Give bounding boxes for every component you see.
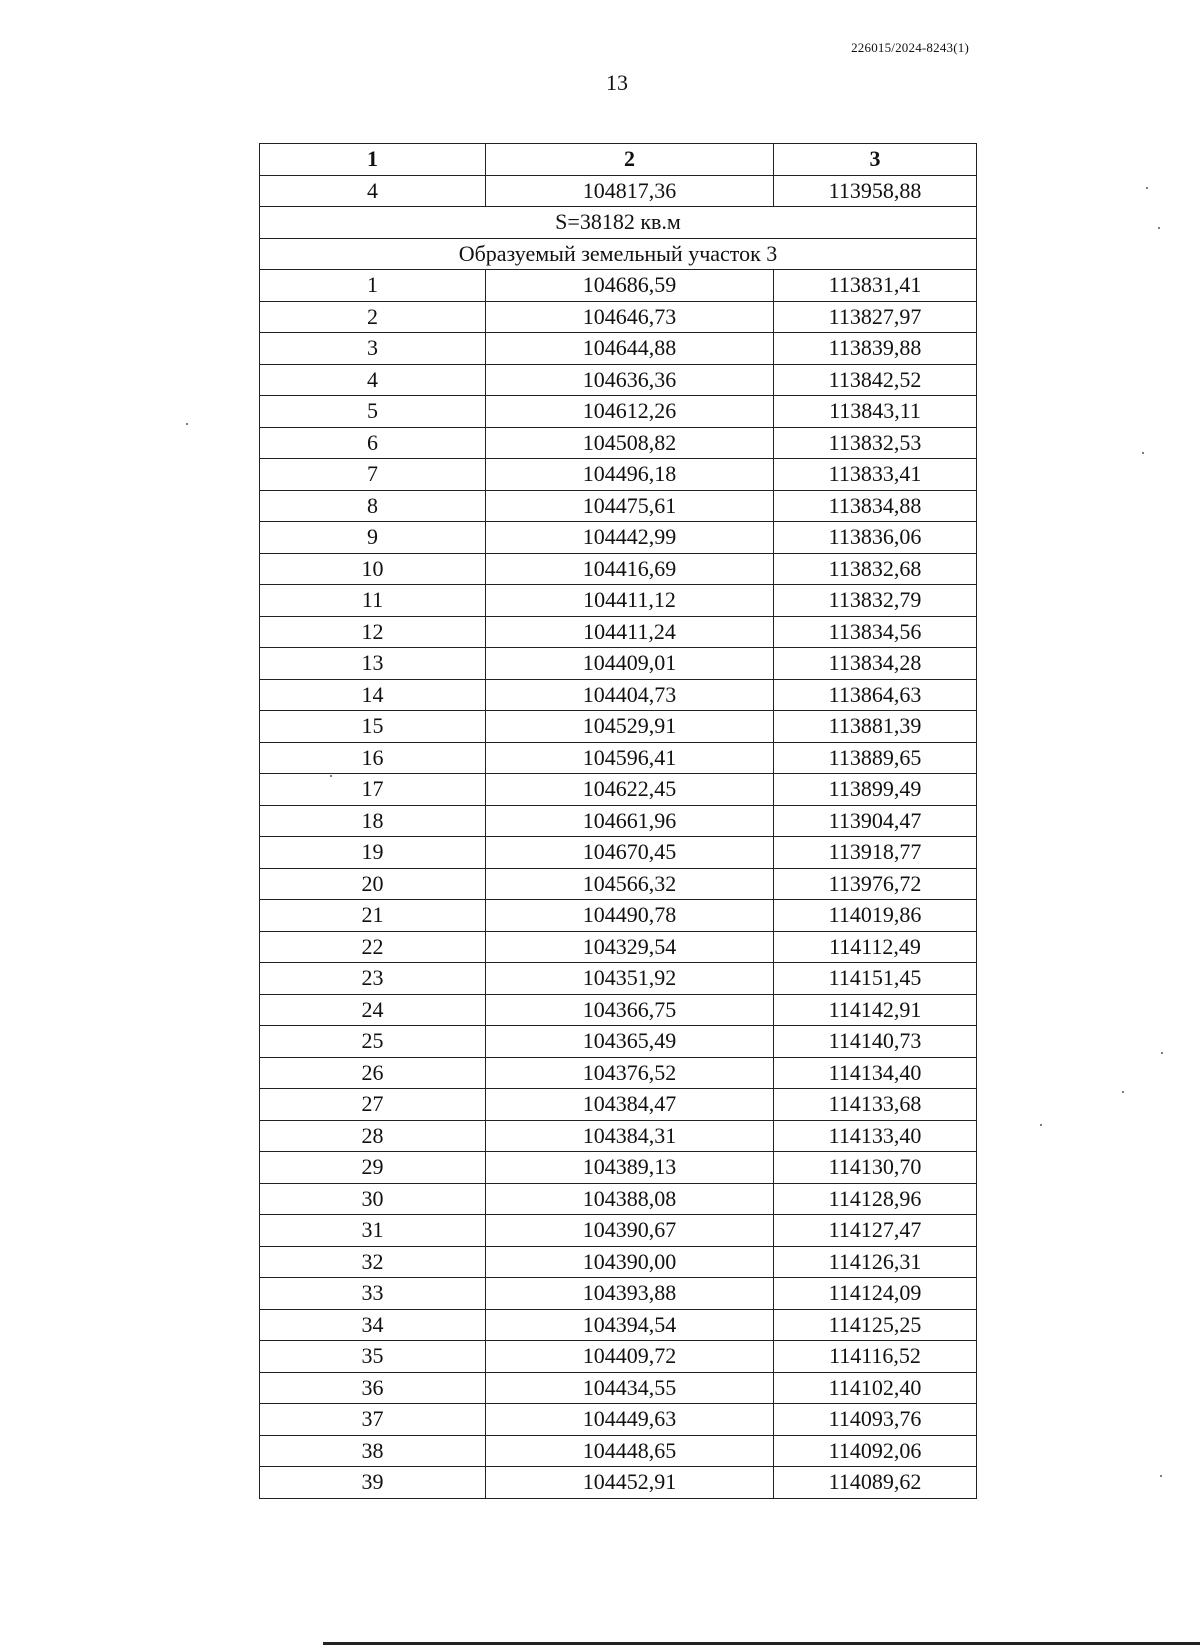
point-number: 14: [260, 679, 486, 711]
point-number: 38: [260, 1435, 486, 1467]
table-row: [260, 1057, 977, 1089]
scan-speck: [1122, 1091, 1124, 1093]
coordinate-y: 114133,68: [774, 1089, 977, 1121]
point-number: 11: [260, 585, 486, 617]
coordinate-x: 104390,67: [486, 1215, 774, 1247]
coordinate-x: 104529,91: [486, 711, 774, 743]
scan-speck: [1142, 452, 1144, 454]
point-number: 23: [260, 963, 486, 995]
coordinate-x: 104416,69: [486, 553, 774, 585]
point-number: 9: [260, 522, 486, 554]
coordinate-x: 104388,08: [486, 1183, 774, 1215]
scan-speck: [330, 775, 332, 777]
coordinate-x: 104411,24: [486, 616, 774, 648]
table-row: [260, 1089, 977, 1121]
coordinate-x: 104376,52: [486, 1057, 774, 1089]
point-number: 15: [260, 711, 486, 743]
coordinate-y: 113958,88: [774, 175, 977, 207]
table-row: [260, 1215, 977, 1247]
point-number: 1: [260, 270, 486, 302]
point-number: 19: [260, 837, 486, 869]
coordinate-x: 104384,47: [486, 1089, 774, 1121]
table-row: [260, 900, 977, 932]
point-number: 37: [260, 1404, 486, 1436]
coordinate-y: 114089,62: [774, 1467, 977, 1499]
coordinate-y: 113918,77: [774, 837, 977, 869]
coordinate-y: 113836,06: [774, 522, 977, 554]
scan-speck: [186, 423, 188, 425]
point-number: 30: [260, 1183, 486, 1215]
coordinates-table: [259, 143, 977, 1499]
table-row: [260, 774, 977, 806]
coordinate-x: 104670,45: [486, 837, 774, 869]
coordinate-y: 113976,72: [774, 868, 977, 900]
scan-speck: [1161, 1052, 1163, 1054]
coordinate-x: 104329,54: [486, 931, 774, 963]
document-number: 226015/2024-8243(1): [851, 40, 969, 55]
coordinate-y: 114116,52: [774, 1341, 977, 1373]
point-number: 28: [260, 1120, 486, 1152]
table-row: [260, 837, 977, 869]
coordinate-x: 104409,72: [486, 1341, 774, 1373]
point-number: 10: [260, 553, 486, 585]
coordinate-y: 114142,91: [774, 994, 977, 1026]
coordinate-y: 113832,68: [774, 553, 977, 585]
point-number: 6: [260, 427, 486, 459]
coordinate-x: 104661,96: [486, 805, 774, 837]
coordinate-x: 104434,55: [486, 1372, 774, 1404]
table-row: [260, 711, 977, 743]
table-row: [260, 1183, 977, 1215]
coordinate-y: 114127,47: [774, 1215, 977, 1247]
coordinate-y: 114151,45: [774, 963, 977, 995]
coordinate-y: 113834,28: [774, 648, 977, 680]
coordinate-y: 113843,11: [774, 396, 977, 428]
coordinate-y: 114126,31: [774, 1246, 977, 1278]
table-row: [260, 616, 977, 648]
table-row: [260, 931, 977, 963]
coordinate-x: 104622,45: [486, 774, 774, 806]
table-row: [260, 1246, 977, 1278]
coordinate-y: 113904,47: [774, 805, 977, 837]
coordinate-x: 104686,59: [486, 270, 774, 302]
coordinate-y: 114124,09: [774, 1278, 977, 1310]
scan-speck: [1158, 227, 1160, 229]
coordinate-x: 104404,73: [486, 679, 774, 711]
coordinate-x: 104409,01: [486, 648, 774, 680]
coordinate-y: 114130,70: [774, 1152, 977, 1184]
coordinate-y: 113842,52: [774, 364, 977, 396]
coordinate-x: 104496,18: [486, 459, 774, 491]
table-row: [260, 1152, 977, 1184]
point-number: 27: [260, 1089, 486, 1121]
coordinate-x: 104384,31: [486, 1120, 774, 1152]
table-row: [260, 270, 977, 302]
column-header-number: 1: [260, 144, 486, 176]
coordinate-x: 104646,73: [486, 301, 774, 333]
coordinate-x: 104817,36: [486, 175, 774, 207]
table-row: [260, 490, 977, 522]
point-number: 7: [260, 459, 486, 491]
table-row: [260, 1435, 977, 1467]
coordinate-x: 104393,88: [486, 1278, 774, 1310]
scan-edge-line: [323, 1642, 1200, 1645]
page-number: 13: [606, 70, 628, 95]
table-row: [260, 427, 977, 459]
coordinate-x: 104390,00: [486, 1246, 774, 1278]
coordinate-y: 113832,53: [774, 427, 977, 459]
coordinate-y: 114092,06: [774, 1435, 977, 1467]
coordinate-y: 113834,88: [774, 490, 977, 522]
coordinate-x: 104366,75: [486, 994, 774, 1026]
coordinate-x: 104596,41: [486, 742, 774, 774]
table-row: [260, 1467, 977, 1499]
table-row: [260, 1341, 977, 1373]
point-number: 16: [260, 742, 486, 774]
column-header-y: 3: [774, 144, 977, 176]
point-number: 29: [260, 1152, 486, 1184]
point-number: 13: [260, 648, 486, 680]
point-number: 4: [260, 364, 486, 396]
table-header-row: [260, 144, 977, 176]
coordinate-x: 104442,99: [486, 522, 774, 554]
point-number: 34: [260, 1309, 486, 1341]
point-number: 17: [260, 774, 486, 806]
coordinate-x: 104644,88: [486, 333, 774, 365]
table-row: [260, 1372, 977, 1404]
coordinate-y: 113832,79: [774, 585, 977, 617]
coordinate-x: 104449,63: [486, 1404, 774, 1436]
table-row: [260, 1120, 977, 1152]
table-row: [260, 333, 977, 365]
coordinate-y: 114112,49: [774, 931, 977, 963]
table-row: [260, 553, 977, 585]
table-row: [260, 679, 977, 711]
coordinate-x: 104612,26: [486, 396, 774, 428]
table-row: [260, 868, 977, 900]
coordinate-y: 114019,86: [774, 900, 977, 932]
table-row: [260, 175, 977, 207]
point-number: 21: [260, 900, 486, 932]
point-number: 4: [260, 175, 486, 207]
scan-speck: [1146, 187, 1148, 189]
coordinate-y: 114134,40: [774, 1057, 977, 1089]
coordinate-y: 113831,41: [774, 270, 977, 302]
table-row: [260, 1404, 977, 1436]
point-number: 35: [260, 1341, 486, 1373]
table-row: [260, 1278, 977, 1310]
table-row: [260, 585, 977, 617]
coordinate-x: 104508,82: [486, 427, 774, 459]
coordinate-y: 113827,97: [774, 301, 977, 333]
point-number: 8: [260, 490, 486, 522]
coordinate-x: 104452,91: [486, 1467, 774, 1499]
coordinate-y: 114093,76: [774, 1404, 977, 1436]
coordinate-y: 114128,96: [774, 1183, 977, 1215]
coordinate-y: 114102,40: [774, 1372, 977, 1404]
coordinate-y: 113839,88: [774, 333, 977, 365]
point-number: 32: [260, 1246, 486, 1278]
table-row: [260, 742, 977, 774]
table-row: [260, 963, 977, 995]
coordinate-y: 114133,40: [774, 1120, 977, 1152]
table-row: [260, 364, 977, 396]
table-row: [260, 1026, 977, 1058]
coordinate-x: 104566,32: [486, 868, 774, 900]
point-number: 31: [260, 1215, 486, 1247]
coordinate-y: 114140,73: [774, 1026, 977, 1058]
coordinate-y: 113834,56: [774, 616, 977, 648]
point-number: 2: [260, 301, 486, 333]
point-number: 20: [260, 868, 486, 900]
table-row: [260, 522, 977, 554]
coordinate-y: 114125,25: [774, 1309, 977, 1341]
coordinate-y: 113833,41: [774, 459, 977, 491]
table-row: [260, 648, 977, 680]
coordinate-x: 104411,12: [486, 585, 774, 617]
coordinate-x: 104394,54: [486, 1309, 774, 1341]
coordinate-x: 104365,49: [486, 1026, 774, 1058]
coordinate-x: 104490,78: [486, 900, 774, 932]
column-header-x: 2: [486, 144, 774, 176]
coordinate-x: 104351,92: [486, 963, 774, 995]
coordinate-x: 104448,65: [486, 1435, 774, 1467]
point-number: 22: [260, 931, 486, 963]
point-number: 33: [260, 1278, 486, 1310]
section-title: Образуемый земельный участок 3: [260, 238, 977, 270]
table-row: [260, 805, 977, 837]
table-row: [260, 994, 977, 1026]
coordinate-x: 104475,61: [486, 490, 774, 522]
table-row: [260, 459, 977, 491]
point-number: 12: [260, 616, 486, 648]
coordinate-y: 113881,39: [774, 711, 977, 743]
scan-speck: [1160, 1475, 1162, 1477]
point-number: 25: [260, 1026, 486, 1058]
table-row: [260, 1309, 977, 1341]
scan-speck: [1040, 1124, 1042, 1126]
section-row: [260, 238, 977, 270]
coordinate-x: 104636,36: [486, 364, 774, 396]
point-number: 24: [260, 994, 486, 1026]
point-number: 3: [260, 333, 486, 365]
coordinate-x: 104389,13: [486, 1152, 774, 1184]
point-number: 36: [260, 1372, 486, 1404]
table-row: [260, 396, 977, 428]
coordinate-y: 113889,65: [774, 742, 977, 774]
area-label: S=38182 кв.м: [260, 207, 977, 239]
coordinate-y: 113899,49: [774, 774, 977, 806]
table-row: [260, 301, 977, 333]
point-number: 18: [260, 805, 486, 837]
point-number: 5: [260, 396, 486, 428]
point-number: 39: [260, 1467, 486, 1499]
area-row: [260, 207, 977, 239]
coordinate-y: 113864,63: [774, 679, 977, 711]
point-number: 26: [260, 1057, 486, 1089]
